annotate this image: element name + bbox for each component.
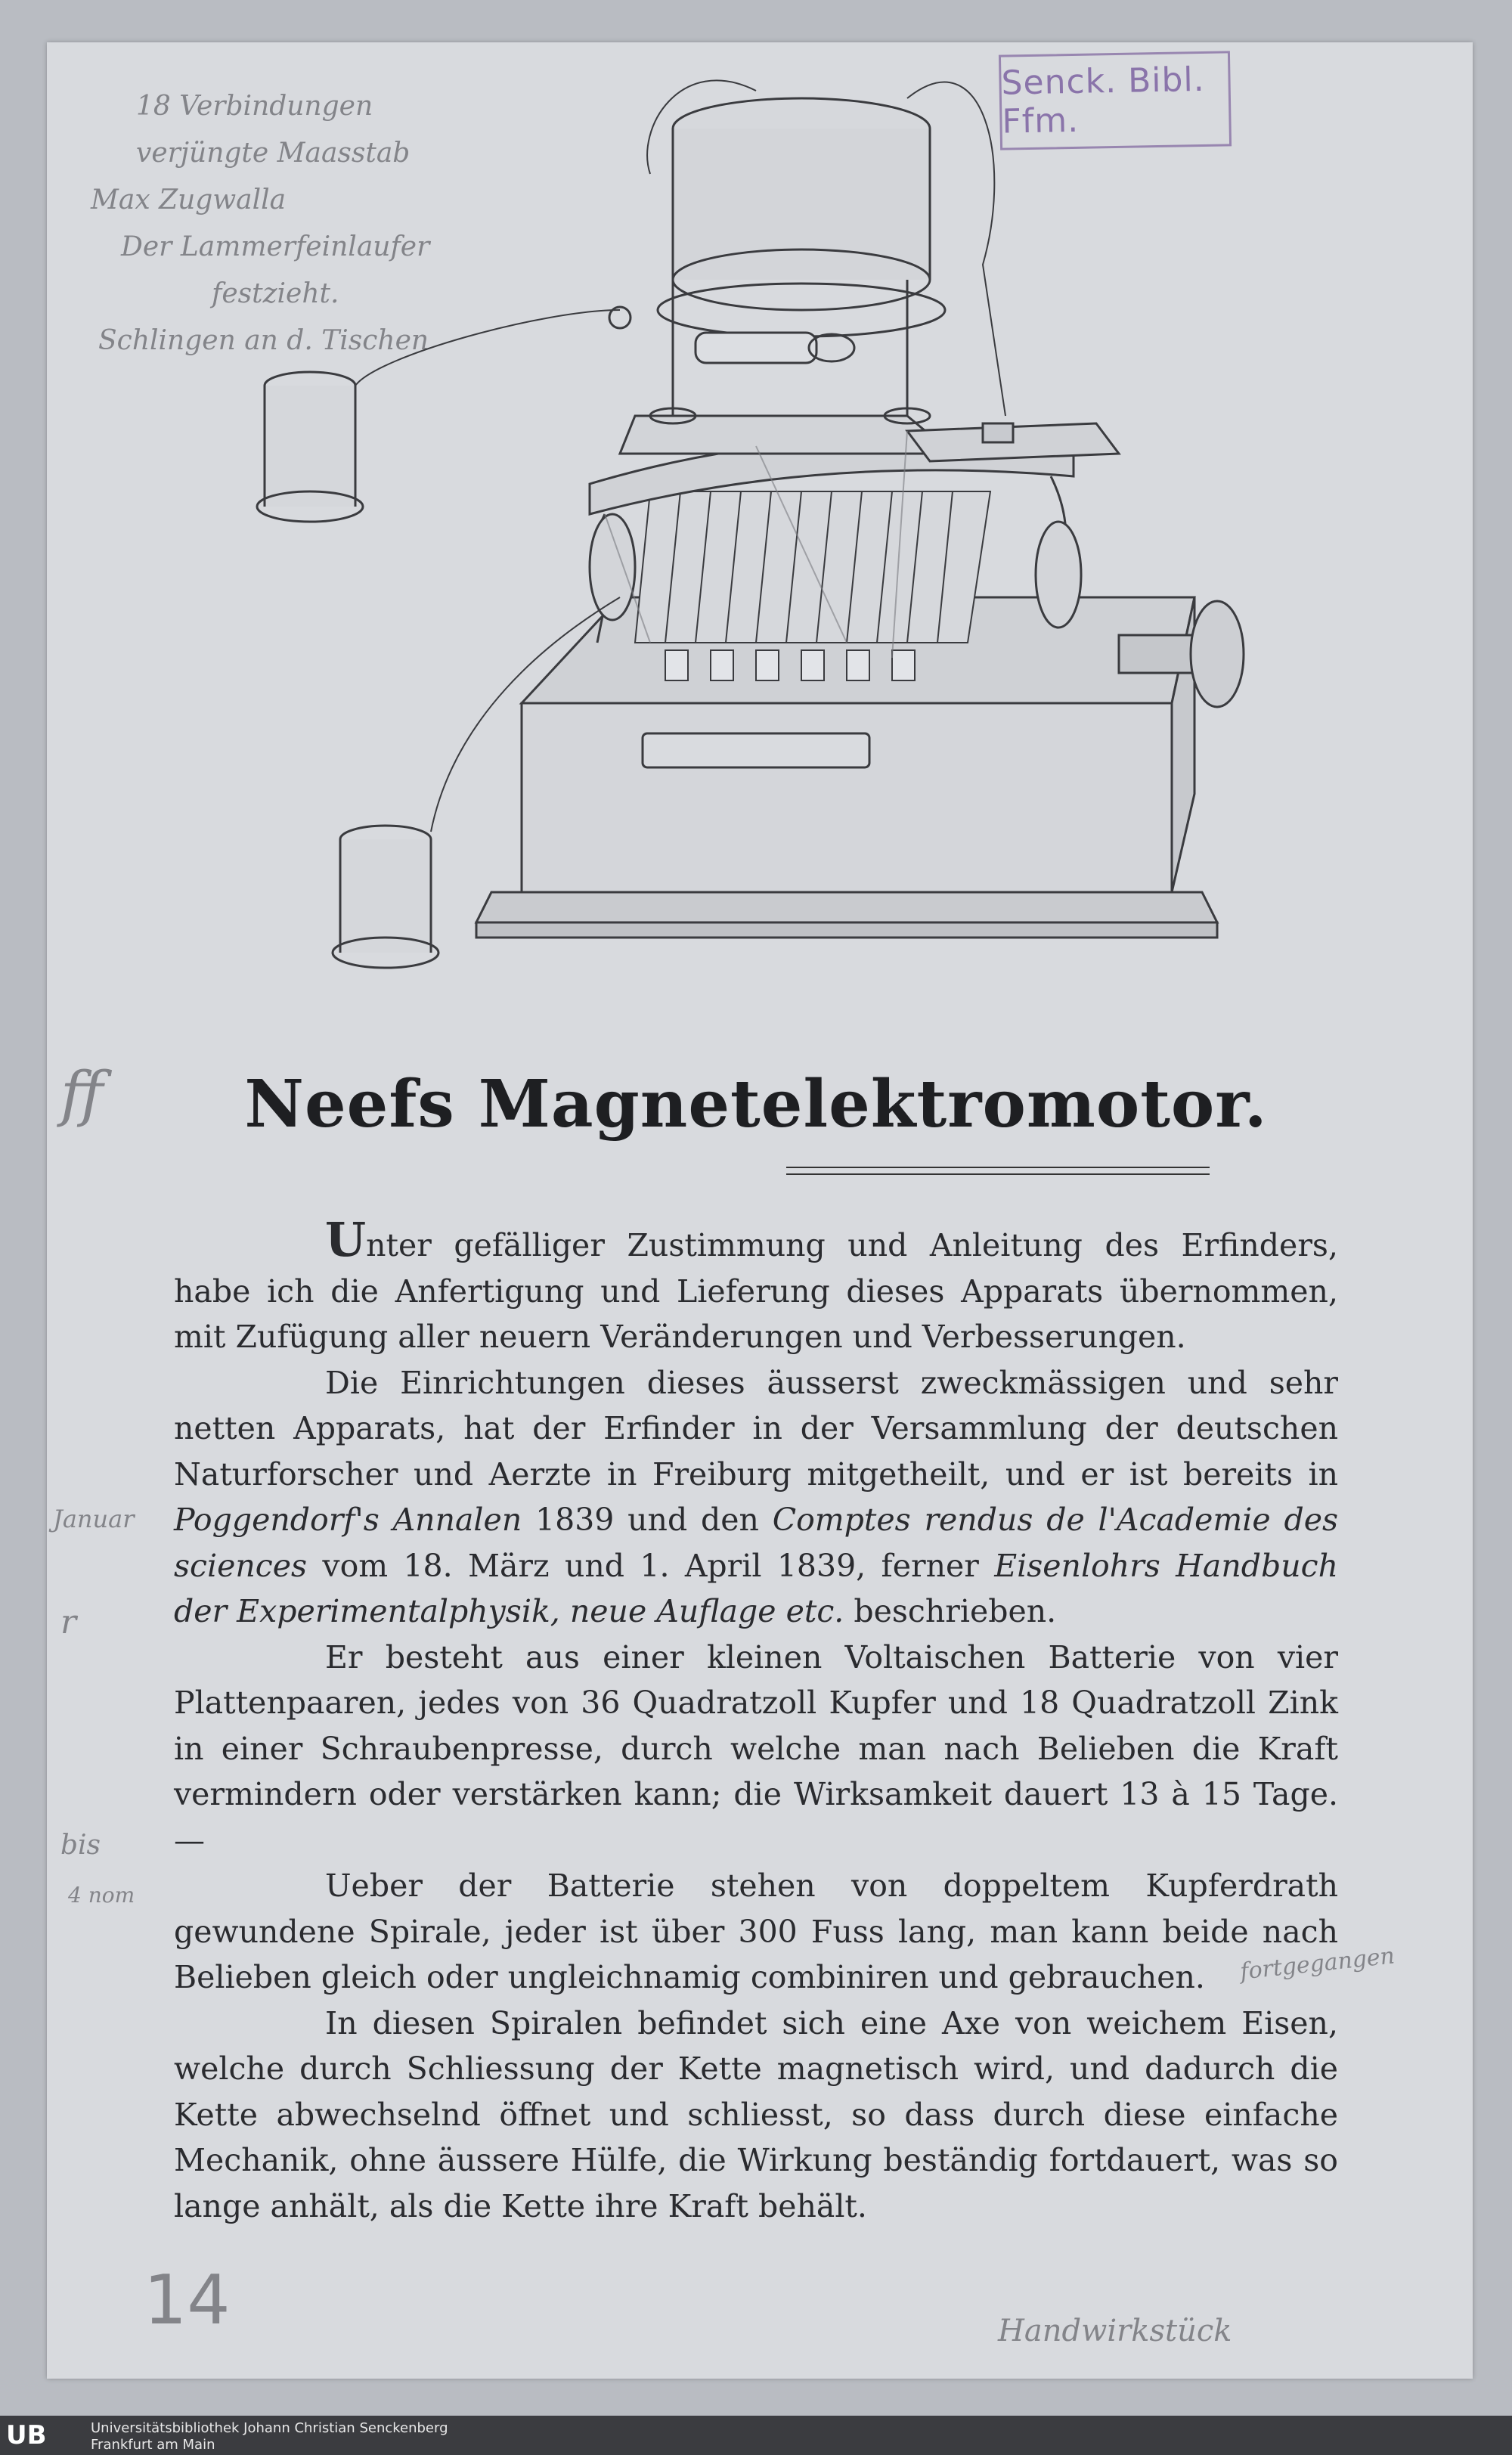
- footer-bar: [0, 2416, 1512, 2455]
- paragraph: [174, 1863, 1338, 2001]
- paragraph: [174, 2001, 1338, 2230]
- citation: Poggendorf's Annalen: [174, 1502, 522, 1538]
- paragraph-text: nter gefälliger Zustimmung und Anleitung des Erfinders, habe ich die Anfertigung und Lieferung dieses Apparats übernommen, mit Zufügung aller neuern Veränderungen und Verbesserungen.: [174, 1227, 1338, 1355]
- document-title: Neefs Magnetelektromotor.: [244, 1066, 1268, 1142]
- page-number: 14: [144, 2261, 231, 2340]
- hand-line: Max Zugwalla: [91, 184, 287, 215]
- margin-note-januar: Januar: [53, 1505, 135, 1533]
- margin-note-right: fortgegangen: [1238, 1942, 1396, 1985]
- bottom-right-note: Handwirkstück: [998, 2314, 1232, 2348]
- library-stamp: Senck. Bibl. Ffm.: [999, 51, 1232, 150]
- hand-line: Der Lammerfeinlaufer: [121, 231, 430, 262]
- hand-line: festzieht.: [212, 278, 339, 309]
- paragraph-text: Die Einrichtungen dieses äusserst zweckmässigen und sehr netten Apparats, hat der Erfinder in der Versammlung der deutschen Naturforscher und Aerzte in Freiburg mitgetheilt, und er ist bereits in: [174, 1364, 1338, 1493]
- margin-note-number: 4 nom: [68, 1883, 135, 1908]
- apparatus-illustration: [227, 68, 1285, 990]
- library-name: Universitätsbibliothek Johann Christian Senckenberg: [91, 2420, 448, 2436]
- paragraph-text: 1839 und den: [522, 1502, 773, 1538]
- paragraph-text: vom 18. März und 1. April 1839, ferner: [307, 1547, 995, 1584]
- paragraph-text: Er besteht aus einer kleinen Voltaischen Batterie von vier Plattenpaaren, jedes von 36 Quadratzoll Kupfer und 18 Quadratzoll Zink in einer Schraubenpresse, durch welche man nach Belieben die Kraft vermindern oder verstärken kann; die Wirksamkeit dauert 13 à 15 Tage. —: [174, 1638, 1338, 1858]
- paragraph: [174, 1635, 1338, 1864]
- citation: Eisenlohrs Handbuch der Experimentalphysik, neue Auflage etc.: [174, 1547, 1338, 1629]
- library-location: Frankfurt am Main: [91, 2437, 215, 2453]
- margin-note-ff: ff: [60, 1059, 104, 1129]
- paragraph: [174, 1212, 1338, 1360]
- hand-line: verjüngte Maasstab: [136, 138, 411, 169]
- drop-cap: U: [325, 1212, 367, 1267]
- paragraph-text: In diesen Spiralen befindet sich eine Axe von weichem Eisen, welche durch Schliessung der Kette magnetisch wird, und dadurch die Kette abwechselnd öffnet und schliesst, so dass durch diese einfache Mechanik, ohne äussere Hülfe, die Wirkung beständig fortdauert, was so lange anhält, als die Kette ihre Kraft behält.: [174, 2004, 1338, 2224]
- margin-note-r: r: [60, 1603, 77, 1641]
- paragraph: [174, 1360, 1338, 1635]
- paragraph-text: Ueber der Batterie stehen von doppeltem Kupferdrath gewundene Spirale, jeder ist über 300 Fuss lang, man kann beide nach Belieben gleich oder ungleichnamig combiniren und gebrauchen.: [174, 1868, 1338, 1995]
- ub-logo: UB: [6, 2420, 47, 2450]
- hand-line: 18 Verbindungen: [136, 91, 373, 122]
- hand-line: Schlingen an d. Tischen: [98, 325, 429, 356]
- title-rule: [786, 1167, 1210, 1168]
- citation: Comptes rendus de l'Academie des sciences: [174, 1502, 1338, 1584]
- margin-note-bis: bis: [60, 1830, 101, 1861]
- title-rule: [786, 1173, 1210, 1175]
- paragraph-text: beschrieben.: [844, 1593, 1057, 1629]
- body-text: [174, 1212, 1338, 2229]
